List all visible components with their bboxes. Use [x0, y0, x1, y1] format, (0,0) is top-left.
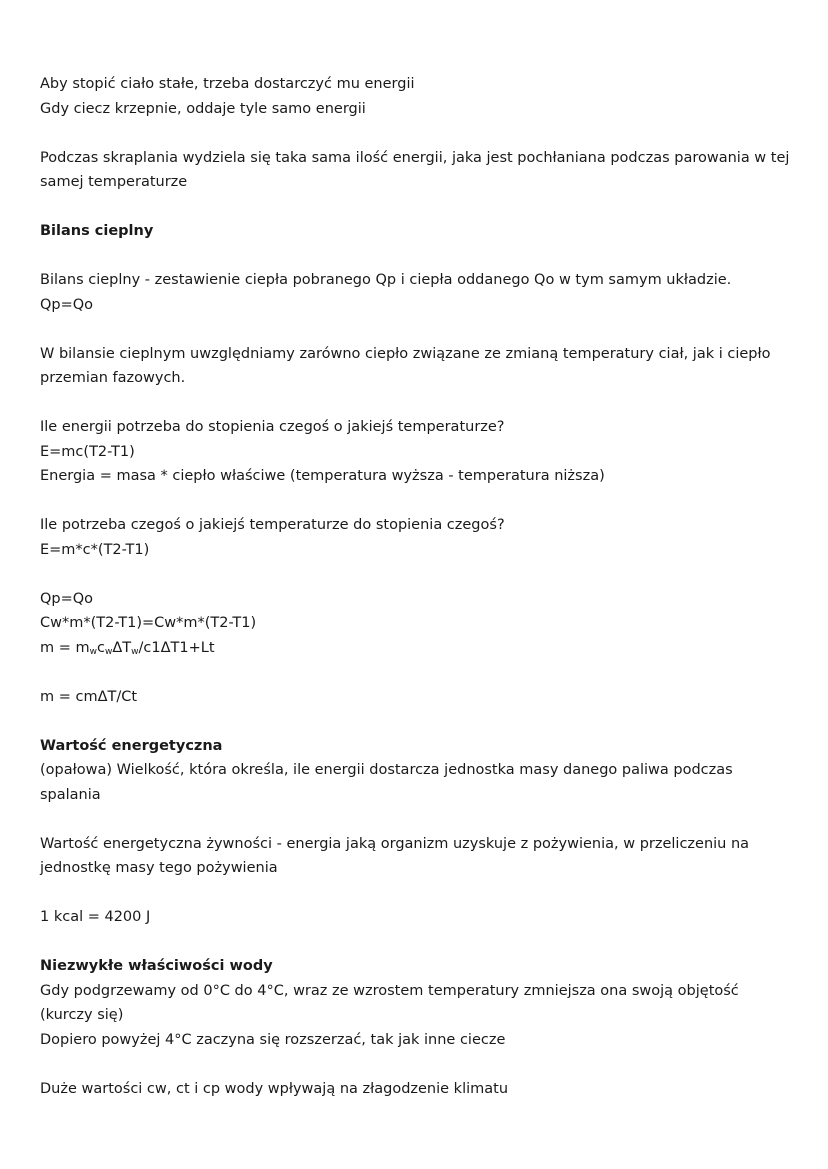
- formula-subscript: w: [89, 646, 97, 657]
- formula-part: /c1ΔT1+Lt: [138, 639, 215, 656]
- formula-line: Cw*m*(T2-T1)=Cw*m*(T2-T1): [40, 615, 257, 631]
- paragraph-energy-value-definition: (opałowa) Wielkość, która określa, ile energii dostarcza jednostka masy danego paliwa podczas spalania: [40, 762, 733, 803]
- formula-subscript: w: [131, 646, 139, 657]
- formula-line: 1 kcal = 4200 J: [40, 909, 151, 925]
- formula-line: E=mc(T2-T1): [40, 443, 135, 460]
- text-line: Aby stopić ciało stałe, trzeba dostarczyć mu energii: [40, 76, 415, 92]
- paragraph-gap: [40, 930, 790, 955]
- document-page: [40, 72, 790, 1101]
- paragraph-gap: [40, 121, 790, 146]
- heading-water-properties: Niezwykłe właściwości wody: [40, 958, 273, 974]
- text-line: Gdy ciecz krzepnie, oddaje tyle samo energii: [40, 100, 366, 117]
- paragraph-gap: [40, 660, 790, 685]
- formula-subscript: w: [104, 646, 113, 657]
- paragraph-gap: [40, 709, 790, 734]
- text-line: Ile potrzeba czegoś o jakiejś temperaturze do stopienia czegoś?: [40, 517, 505, 533]
- paragraph-gap: [40, 807, 790, 832]
- paragraph-gap: [40, 317, 790, 342]
- formula-line: E=m*c*(T2-T1): [40, 541, 150, 558]
- text-line: Bilans cieplny - zestawienie ciepła pobranego Qp i ciepła oddanego Qo w tym samym układzie.: [40, 272, 732, 288]
- paragraph-gap: [40, 881, 790, 906]
- text-line: Duże wartości cw, ct i cp wody wpływają na złagodzenie klimatu: [40, 1080, 509, 1097]
- formula-line-subscripted: [40, 636, 790, 661]
- paragraph-gap: [40, 489, 790, 514]
- heading-heat-balance: Bilans cieplny: [40, 223, 154, 239]
- paragraph-gap: [40, 244, 790, 269]
- formula-part: m = m: [40, 639, 90, 656]
- text-line: Ile energii potrzeba do stopienia czegoś o jakiejś temperaturze?: [40, 419, 505, 435]
- text-line: Dopiero powyżej 4°C zaczyna się rozszerzać, tak jak inne ciecze: [40, 1031, 506, 1048]
- formula-line: Qp=Qo: [40, 296, 94, 313]
- text-line: Energia = masa * ciepło właściwe (temperatura wyższa - temperatura niższa): [40, 468, 605, 484]
- paragraph-condensation: Podczas skraplania wydziela się taka sama ilość energii, jaka jest pochłaniana podczas parowania w tej samej temperaturze: [40, 149, 790, 190]
- paragraph-heat-balance-components: W bilansie cieplnym uwzględniamy zarówno ciepło związane ze zmianą temperatury ciał, jak i ciepło przemian fazowych.: [40, 345, 771, 386]
- paragraph-gap: [40, 562, 790, 587]
- heading-energy-value: Wartość energetyczna: [40, 737, 223, 754]
- paragraph-food-energy: Wartość energetyczna żywności - energia jaką organizm uzyskuje z pożywienia, w przeliczeniu na jednostkę masy tego pożywienia: [40, 835, 750, 876]
- paragraph-gap: [40, 1052, 790, 1077]
- paragraph-water-contraction: Gdy podgrzewamy od 0°C do 4°C, wraz ze wzrostem temperatury zmniejsza ona swoją objętość (kurczy się): [40, 982, 739, 1023]
- paragraph-gap: [40, 195, 790, 220]
- formula-line: Qp=Qo: [40, 590, 94, 607]
- formula-part: ΔT: [112, 639, 132, 656]
- formula-line: m = cmΔT/Ct: [40, 688, 138, 705]
- formula-part: c: [97, 639, 105, 656]
- paragraph-gap: [40, 391, 790, 416]
